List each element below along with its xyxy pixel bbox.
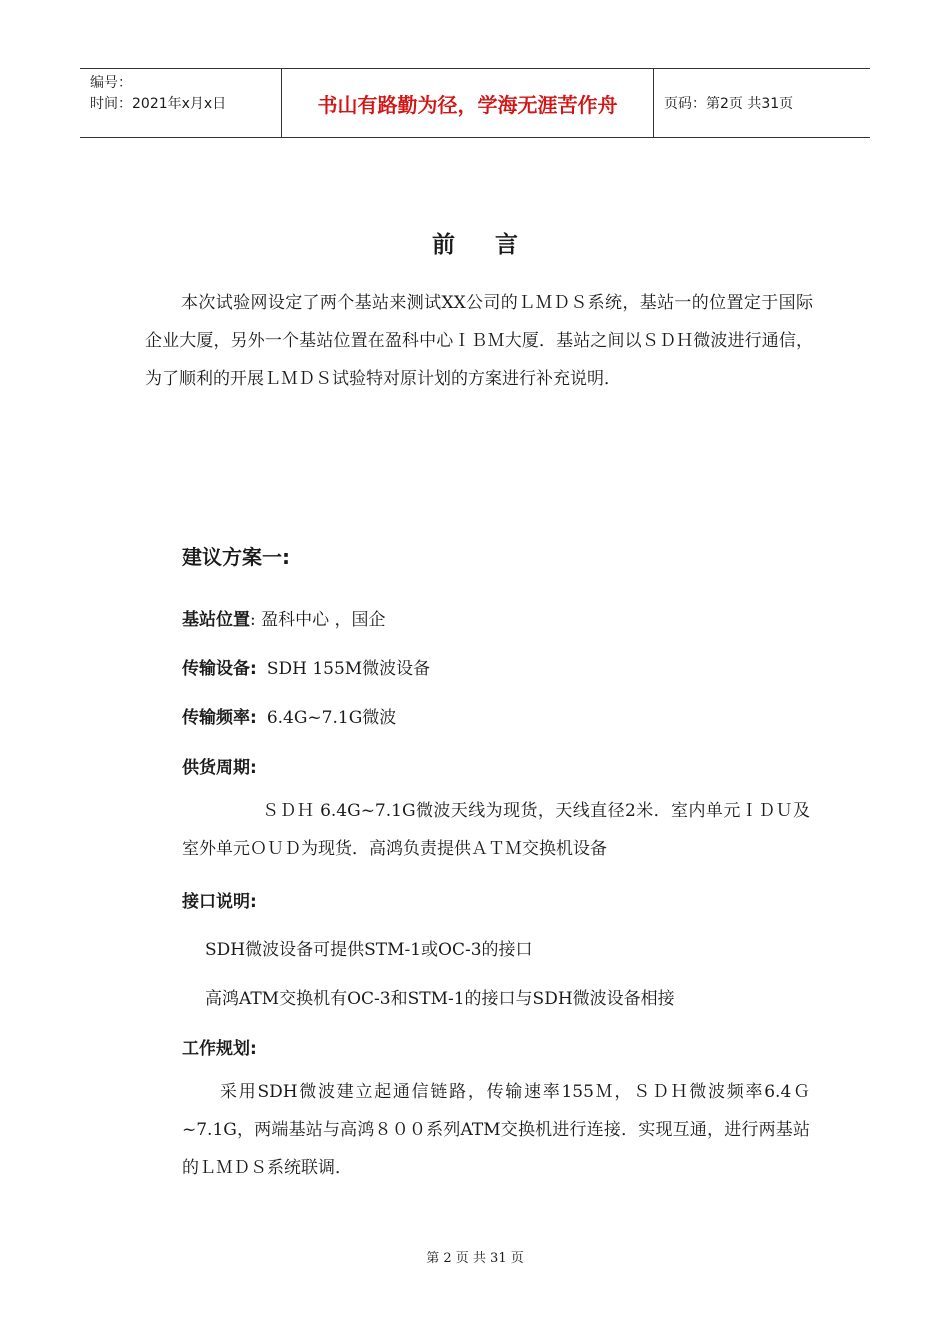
page-header xyxy=(80,68,870,138)
transport-row xyxy=(182,654,430,679)
interface-line-1: SDH微波设备可提供STM-1或OC-3的接口 xyxy=(205,940,533,960)
section-heading: 建议方案一: xyxy=(182,545,290,569)
page-title: 前言 xyxy=(432,231,558,258)
interface-line-2: 高鸿ATM交换机有OC-3和STM-1的接口与SDH微波设备相接 xyxy=(205,989,675,1009)
station-row xyxy=(182,605,386,630)
header-page-info: 页码：第2页 共31页 xyxy=(664,96,794,112)
intro-paragraph: 本次试验网设定了两个基站来测试XX公司的ＬＭＤＳ系统，基站一的位置定于国际企业大厦，另外一个基站位置在盈科中心ＩＢＭ大厦．基站之间以ＳＤＨ微波进行通信，为了顺利的开展ＬＭＤＳ试验特对原计划的方案进行补充说明． xyxy=(145,293,813,389)
frequency-value: 6.4G~7.1G微波 xyxy=(266,708,397,728)
header-meta xyxy=(80,69,282,137)
station-value: : 盈科中心 ，国企 xyxy=(250,610,386,630)
interface-label: 接口说明: xyxy=(182,892,257,912)
work-plan-row xyxy=(182,1034,257,1059)
work-plan-label: 工作规划: xyxy=(182,1039,257,1059)
header-motto: 书山有路勤为径，学海无涯苦作舟 xyxy=(282,69,654,137)
frequency-label: 传输频率: xyxy=(182,708,257,728)
header-number: 编号： xyxy=(90,75,132,91)
work-plan-paragraph: 采用SDH微波建立起通信链路，传输速率155Ｍ，ＳＤＨ微波频率6.4Ｇ~7.1G，两端基站与高鸿８００系列ATM交换机进行连接．实现互通，进行两基站的ＬＭＤＳ系统联调． xyxy=(182,1082,810,1178)
transport-value: SDH 155M微波设备 xyxy=(266,659,431,679)
supply-paragraph: ＳＤＨ 6.4G~7.1G微波天线为现货，天线直径2米．室内单元ＩＤＵ及室外单元ＯＵＤ为现货．高鸿负责提供ＡＴＭ交换机设备 xyxy=(182,801,810,859)
header-time: 时间：2021年x月x日 xyxy=(90,96,227,112)
supply-row xyxy=(182,753,257,778)
supply-label: 供货周期: xyxy=(182,758,257,778)
transport-label: 传输设备: xyxy=(182,659,257,679)
interface-row xyxy=(182,887,257,912)
page-footer: 第 2 页 共 31 页 xyxy=(426,1251,524,1266)
frequency-row xyxy=(182,703,396,728)
station-label: 基站位置 xyxy=(182,610,250,630)
